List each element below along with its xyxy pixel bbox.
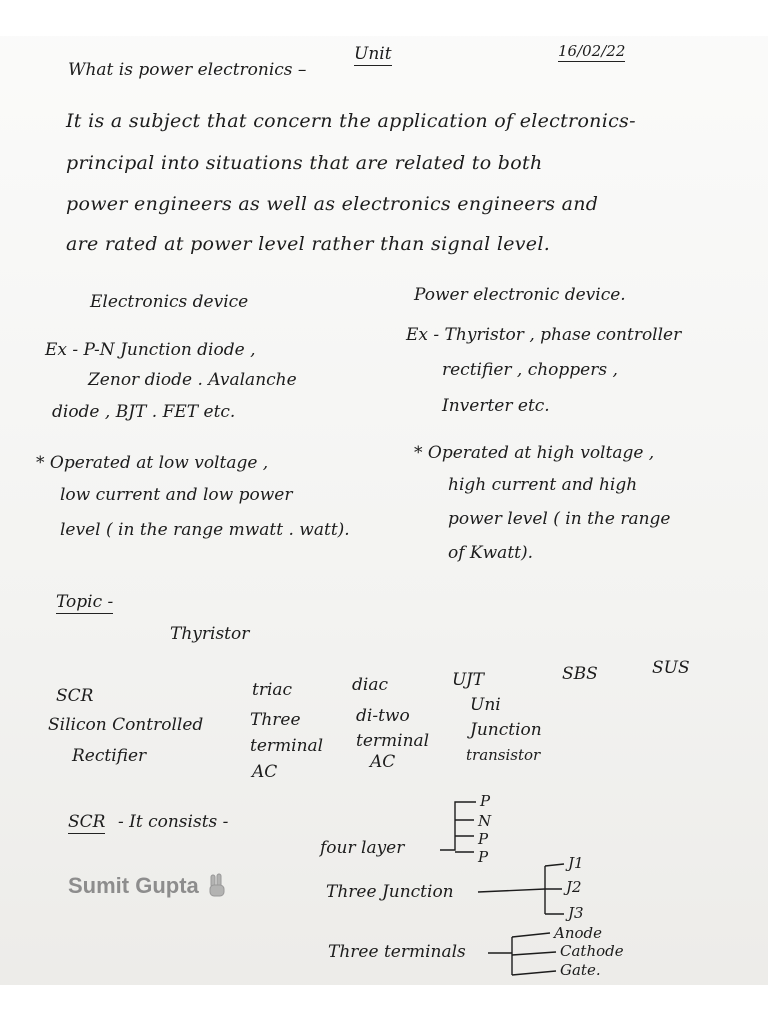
question-heading: What is power electronics – — [68, 60, 307, 80]
scr-consists-text: - It consists - — [118, 812, 229, 832]
electronics-example-line: Zenor diode . Avalanche — [88, 370, 297, 390]
power-note-line: power level ( in the range — [448, 509, 671, 529]
diac-expansion: terminal — [356, 731, 430, 751]
triac-expansion: AC — [252, 762, 278, 782]
terminal-arrow — [512, 933, 550, 937]
diac-expansion: di-two — [356, 706, 410, 726]
triac-label: triac — [252, 680, 293, 700]
layer-bracket-arrow — [440, 802, 476, 850]
power-device-heading: Power electronic device. — [414, 285, 626, 305]
watermark-text: Sumit Gupta — [68, 873, 199, 898]
page-bottom-margin — [0, 985, 768, 1024]
triac-expansion: Three — [250, 710, 301, 730]
definition-line: power engineers as well as electronics engineers and — [66, 193, 599, 215]
junction-label: J3 — [568, 904, 584, 922]
layer-label: P — [478, 830, 489, 848]
power-example-line: rectifier , choppers , — [442, 360, 618, 380]
terminal-label: Anode — [554, 924, 603, 942]
terminal-label: Cathode — [560, 942, 624, 960]
layer-label: P — [480, 792, 491, 810]
topic-label: Topic - — [56, 592, 114, 612]
author-watermark — [68, 873, 229, 899]
definition-line: are rated at power level rather than signal level. — [66, 233, 551, 255]
sbs-label: SBS — [562, 664, 598, 684]
power-example-line: Ex - Thyristor , phase controller — [406, 325, 682, 345]
three-junction-label: Three Junction — [326, 882, 454, 902]
terminal-label: Gate. — [560, 961, 601, 979]
victory-hand-icon — [207, 873, 229, 899]
ujt-expansion: Junction — [470, 720, 542, 740]
page-date: 16/02/22 — [558, 42, 626, 60]
scr-expansion: Rectifier — [72, 746, 147, 766]
junction-arrow — [545, 864, 564, 866]
electronics-example-line: diode , BJT . FET etc. — [52, 402, 236, 422]
junction-label: J1 — [568, 854, 584, 872]
terminal-arrow — [512, 971, 556, 975]
thyristor-heading: Thyristor — [170, 624, 250, 644]
scr-expansion: Silicon Controlled — [48, 715, 204, 735]
ujt-label: UJT — [452, 670, 485, 690]
unit-label: Unit — [354, 44, 392, 64]
triac-expansion: terminal — [250, 736, 324, 756]
electronics-note-line: low current and low power — [60, 485, 293, 505]
layer-label: N — [478, 812, 492, 830]
sus-label: SUS — [652, 658, 690, 678]
ujt-expansion: transistor — [466, 746, 541, 764]
definition-line: principal into situations that are related to both — [66, 152, 543, 174]
three-terminals-label: Three terminals — [328, 942, 466, 962]
power-note-line: * Operated at high voltage , — [414, 443, 655, 463]
definition-line: It is a subject that concern the application of electronics- — [66, 110, 636, 132]
electronics-note-line: level ( in the range mwatt . watt). — [60, 520, 350, 540]
electronics-example-line: Ex - P-N Junction diode , — [45, 340, 256, 360]
ujt-expansion: Uni — [470, 695, 501, 715]
diac-label: diac — [352, 675, 388, 695]
junction-label: J2 — [566, 878, 582, 896]
electronics-device-heading: Electronics device — [90, 292, 249, 312]
power-note-line: high current and high — [448, 475, 638, 495]
four-layer-label: four layer — [320, 838, 405, 858]
terminal-arrow — [512, 952, 556, 955]
layer-label: P — [478, 848, 489, 866]
scr-label: SCR — [56, 686, 94, 706]
scr-section-heading: SCR — [68, 812, 106, 832]
diac-expansion: AC — [370, 752, 396, 772]
junction-main-arrow — [478, 889, 545, 892]
power-example-line: Inverter etc. — [442, 396, 550, 416]
page-top-margin — [0, 0, 768, 36]
power-note-line: of Kwatt). — [448, 543, 534, 563]
electronics-note-line: * Operated at low voltage , — [36, 453, 269, 473]
